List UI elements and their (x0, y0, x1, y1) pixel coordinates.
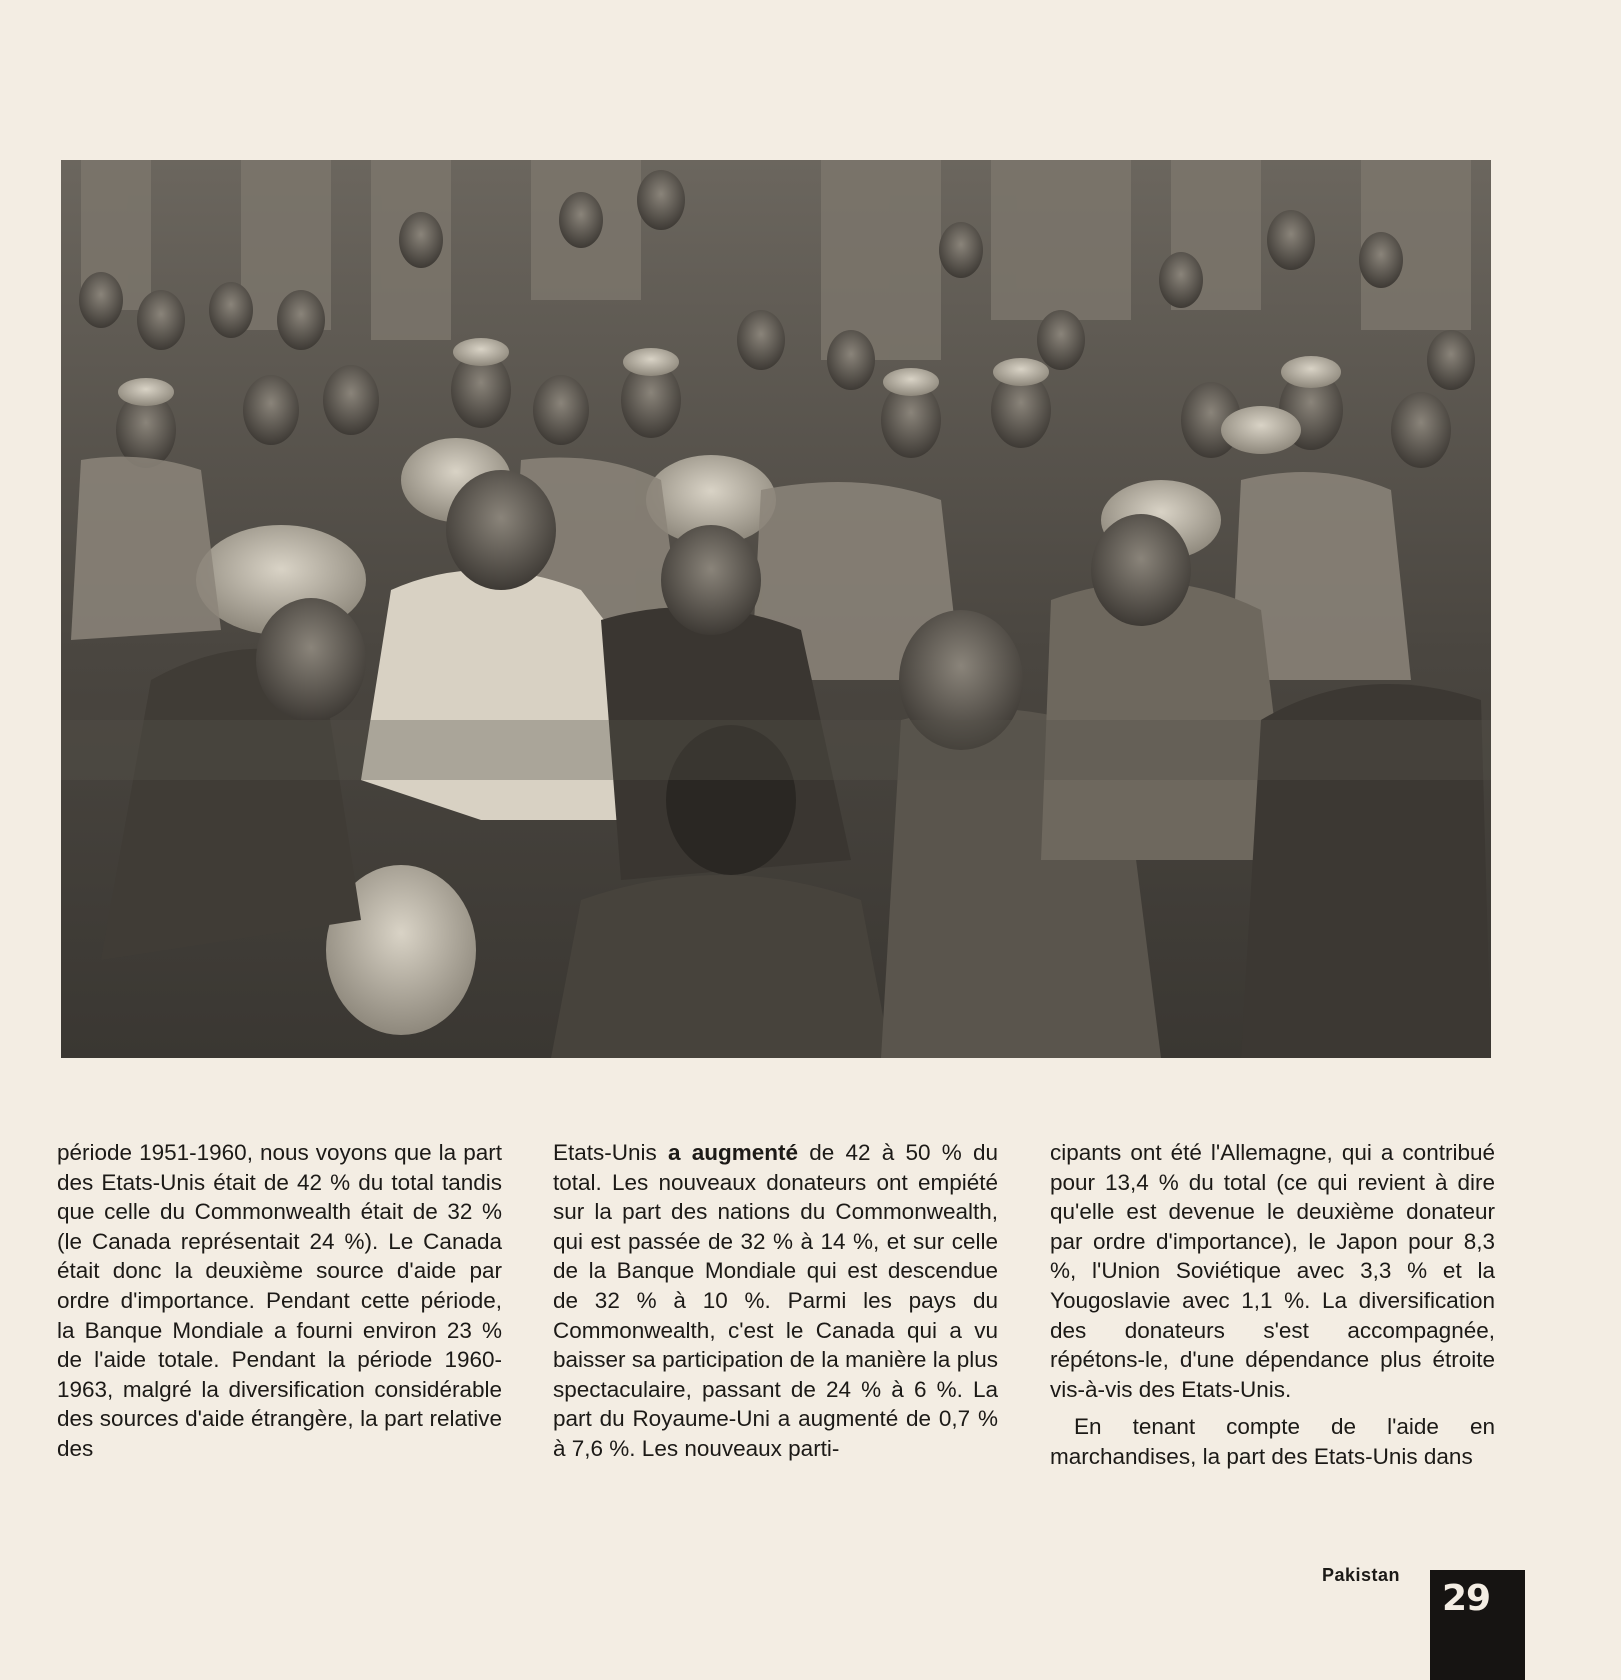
crowd-photo-image (61, 160, 1491, 1058)
crowd-photo (61, 160, 1491, 1058)
page-number: 29 (1442, 1578, 1491, 1619)
column-2-paragraph (553, 1138, 998, 1464)
column-2-emphasis: a augmenté (668, 1140, 799, 1165)
column-1-paragraph: période 1951-1960, nous voyons que la part des Etats-Unis était de 42 % du total tandis que celle du Commonwealth était de 32 % (le Canada représentait 24 %). Le Canada était donc la deuxième source d'aide par ordre d'importance. Pendant cette période, la Banque Mondiale a fourni environ 23 % de l'aide totale. Pendant la période 1960-1963, malgré la diversification considérable des sources d'aide étrangère, la part relative des (57, 1140, 502, 1461)
text-column-3 (1050, 1138, 1495, 1472)
column-3-paragraph-2: En tenant compte de l'aide en marchandises, la part des Etats-Unis dans (1050, 1414, 1495, 1469)
text-column-1 (57, 1138, 502, 1464)
text-column-2 (553, 1138, 998, 1464)
column-2-rest: de 42 à 50 % du total. Les nouveaux donateurs ont empiété sur la part des nations du Commonwealth, qui est passée de 32 % à 14 %, et sur celle de la Banque Mondiale qui est descendue de 32 % à 10 %. Parmi les pays du Commonwealth, c'est le Canada qui a vu baisser sa participation de la manière la plus spectaculaire, passant de 24 % à 6 %. La part du Royaume-Uni a augmenté de 0,7 % à 7,6 %. Les nouveaux parti- (553, 1140, 999, 1461)
column-3-paragraph-1: cipants ont été l'Allemagne, qui a contribué pour 13,4 % du total (ce qui revient à dire qu'elle est devenue le deuxième donateur par ordre d'importance), le Japon pour 8,3 %, l'Union Soviétique avec 3,3 % et la Yougoslavie avec 1,1 %. La diversification des donateurs s'est accompagnée, répétons-le, d'une dépendance plus étroite vis-à-vis des Etats-Unis. (1050, 1140, 1495, 1402)
column-2-lead: Etats-Unis (553, 1140, 669, 1165)
running-footer: Pakistan (1322, 1565, 1401, 1585)
